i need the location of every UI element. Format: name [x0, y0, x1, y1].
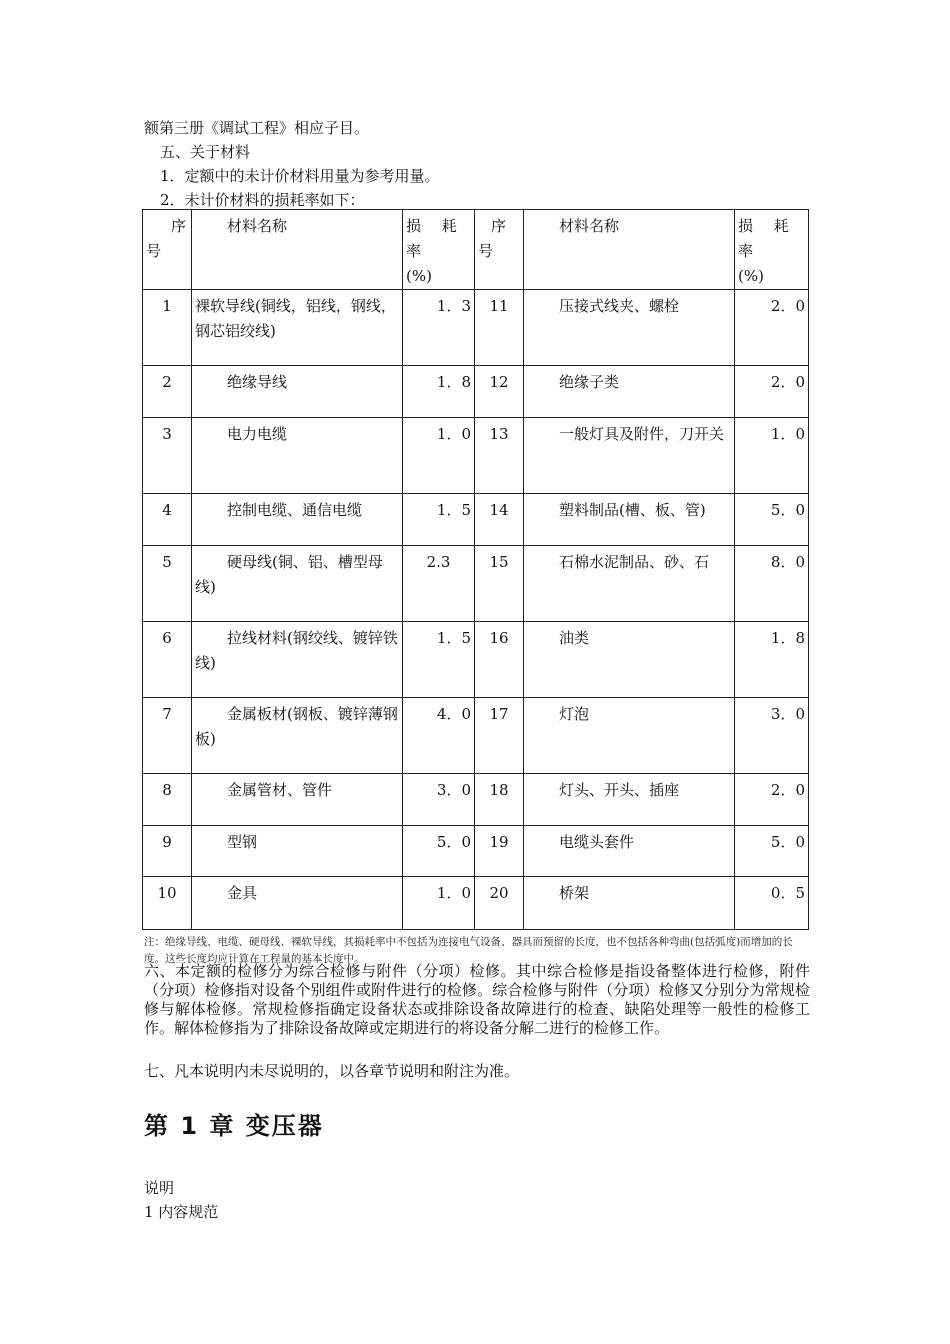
row-no: 7: [143, 698, 192, 774]
section-label: 说明: [144, 1179, 175, 1197]
row-material-name: 石棉水泥制品、砂、石: [524, 546, 735, 622]
row-loss-rate: 5．0: [735, 494, 809, 546]
row-loss-rate: 1．5: [403, 494, 475, 546]
header-no-2: 序 号: [475, 210, 524, 290]
row-no: 18: [475, 774, 524, 826]
section-five-heading: 五、关于材料: [160, 143, 251, 161]
row-loss-rate: 5．0: [735, 826, 809, 877]
table-footnote: 注：绝缘导线、电缆、硬母线、裸软导线，其损耗率中不包括为连接电气设备、器具而预留的长度，也不包括各种弯曲(包括弧度)而增加的长度。这些长度均应计算在工程量的基本长度中。: [144, 936, 793, 965]
row-loss-rate: 8．0: [735, 546, 809, 622]
row-loss-rate: 1．0: [403, 877, 475, 930]
row-no: 9: [143, 826, 192, 877]
header-name-2: 材料名称: [524, 210, 735, 290]
row-loss-rate: 1．0: [735, 418, 809, 494]
row-material-name: 金属板材(钢板、镀锌薄钢板): [192, 698, 403, 774]
row-no: 6: [143, 622, 192, 698]
row-no: 16: [475, 622, 524, 698]
header-rate-1: 损 耗 率 (%): [403, 210, 475, 290]
row-material-name: 拉线材料(钢绞线、镀锌铁线): [192, 622, 403, 698]
header-rate-2: 损 耗 率 (%): [735, 210, 809, 290]
row-material-name: 控制电缆、通信电缆: [192, 494, 403, 546]
table-row: [143, 418, 809, 494]
loss-rate-table: [142, 209, 809, 930]
row-loss-rate: 0．5: [735, 877, 809, 930]
row-loss-rate: 5．0: [403, 826, 475, 877]
row-loss-rate: 2.3: [403, 546, 475, 622]
table-row: [143, 826, 809, 877]
row-loss-rate: 3．0: [403, 774, 475, 826]
section-item-1: 1 内容规范: [144, 1203, 219, 1221]
row-no: 12: [475, 366, 524, 418]
row-material-name: 电力电缆: [192, 418, 403, 494]
material-item-1: 1．定额中的未计价材料用量为参考用量。: [160, 167, 440, 185]
header-no-1: 序 号: [143, 210, 192, 290]
table-row: [143, 290, 809, 366]
row-loss-rate: 3．0: [735, 698, 809, 774]
material-item-2: 2．未计价材料的损耗率如下：: [160, 191, 365, 209]
row-no: 19: [475, 826, 524, 877]
row-no: 11: [475, 290, 524, 366]
row-no: 20: [475, 877, 524, 930]
row-material-name: 电缆头套件: [524, 826, 735, 877]
row-no: 17: [475, 698, 524, 774]
row-material-name: 型钢: [192, 826, 403, 877]
row-no: 1: [143, 290, 192, 366]
row-loss-rate: 1．0: [403, 418, 475, 494]
row-material-name: 压接式线夹、螺栓: [524, 290, 735, 366]
row-material-name: 绝缘导线: [192, 366, 403, 418]
section-seven-paragraph: 七、凡本说明内未尽说明的，以各章节说明和附注为准。: [144, 1062, 520, 1080]
table-row: [143, 774, 809, 826]
intro-line-0: 额第三册《调试工程》相应子目。: [144, 119, 370, 137]
row-loss-rate: 2．0: [735, 366, 809, 418]
row-material-name: 绝缘子类: [524, 366, 735, 418]
section-six-paragraph: 六、本定额的检修分为综合检修与附件（分项）检修。其中综合检修是指设备整体进行检修，附件（分项）检修指对设备个别组件或附件进行的检修。综合检修与附件（分项）检修又分别分为常规检修与解体检修。常规检修指确定设备状态或排除设备故障进行的检查、缺陷处理等一般性的检修工作。解体检修指为了排除设备故障或定期进行的将设备分解二进行的检修工作。: [144, 962, 810, 1037]
row-no: 10: [143, 877, 192, 930]
table-row: [143, 366, 809, 418]
row-loss-rate: 2．0: [735, 774, 809, 826]
row-material-name: 灯头、开头、插座: [524, 774, 735, 826]
row-no: 5: [143, 546, 192, 622]
row-loss-rate: 1．8: [403, 366, 475, 418]
table-row: [143, 698, 809, 774]
row-no: 13: [475, 418, 524, 494]
table-row: [143, 546, 809, 622]
row-no: 15: [475, 546, 524, 622]
table-header-row: [143, 210, 809, 290]
row-no: 14: [475, 494, 524, 546]
row-material-name: 金属管材、管件: [192, 774, 403, 826]
row-material-name: 塑料制品(槽、板、管): [524, 494, 735, 546]
row-material-name: 油类: [524, 622, 735, 698]
table-row: [143, 622, 809, 698]
row-no: 2: [143, 366, 192, 418]
row-loss-rate: 4．0: [403, 698, 475, 774]
row-no: 4: [143, 494, 192, 546]
row-material-name: 桥架: [524, 877, 735, 930]
row-loss-rate: 1．8: [735, 622, 809, 698]
row-material-name: 金具: [192, 877, 403, 930]
row-material-name: 灯泡: [524, 698, 735, 774]
row-loss-rate: 2．0: [735, 290, 809, 366]
table-row: [143, 494, 809, 546]
row-material-name: 硬母线(铜、铝、槽型母线): [192, 546, 403, 622]
row-no: 3: [143, 418, 192, 494]
chapter-heading: 第 1 章 变压器: [144, 1112, 324, 1140]
table-row: [143, 877, 809, 930]
row-loss-rate: 1．3: [403, 290, 475, 366]
row-no: 8: [143, 774, 192, 826]
row-material-name: 裸软导线(铜线，铝线，钢线，钢芯铝绞线): [192, 290, 403, 366]
header-name-1: 材料名称: [192, 210, 403, 290]
row-loss-rate: 1．5: [403, 622, 475, 698]
row-material-name: 一般灯具及附件，刀开关: [524, 418, 735, 494]
